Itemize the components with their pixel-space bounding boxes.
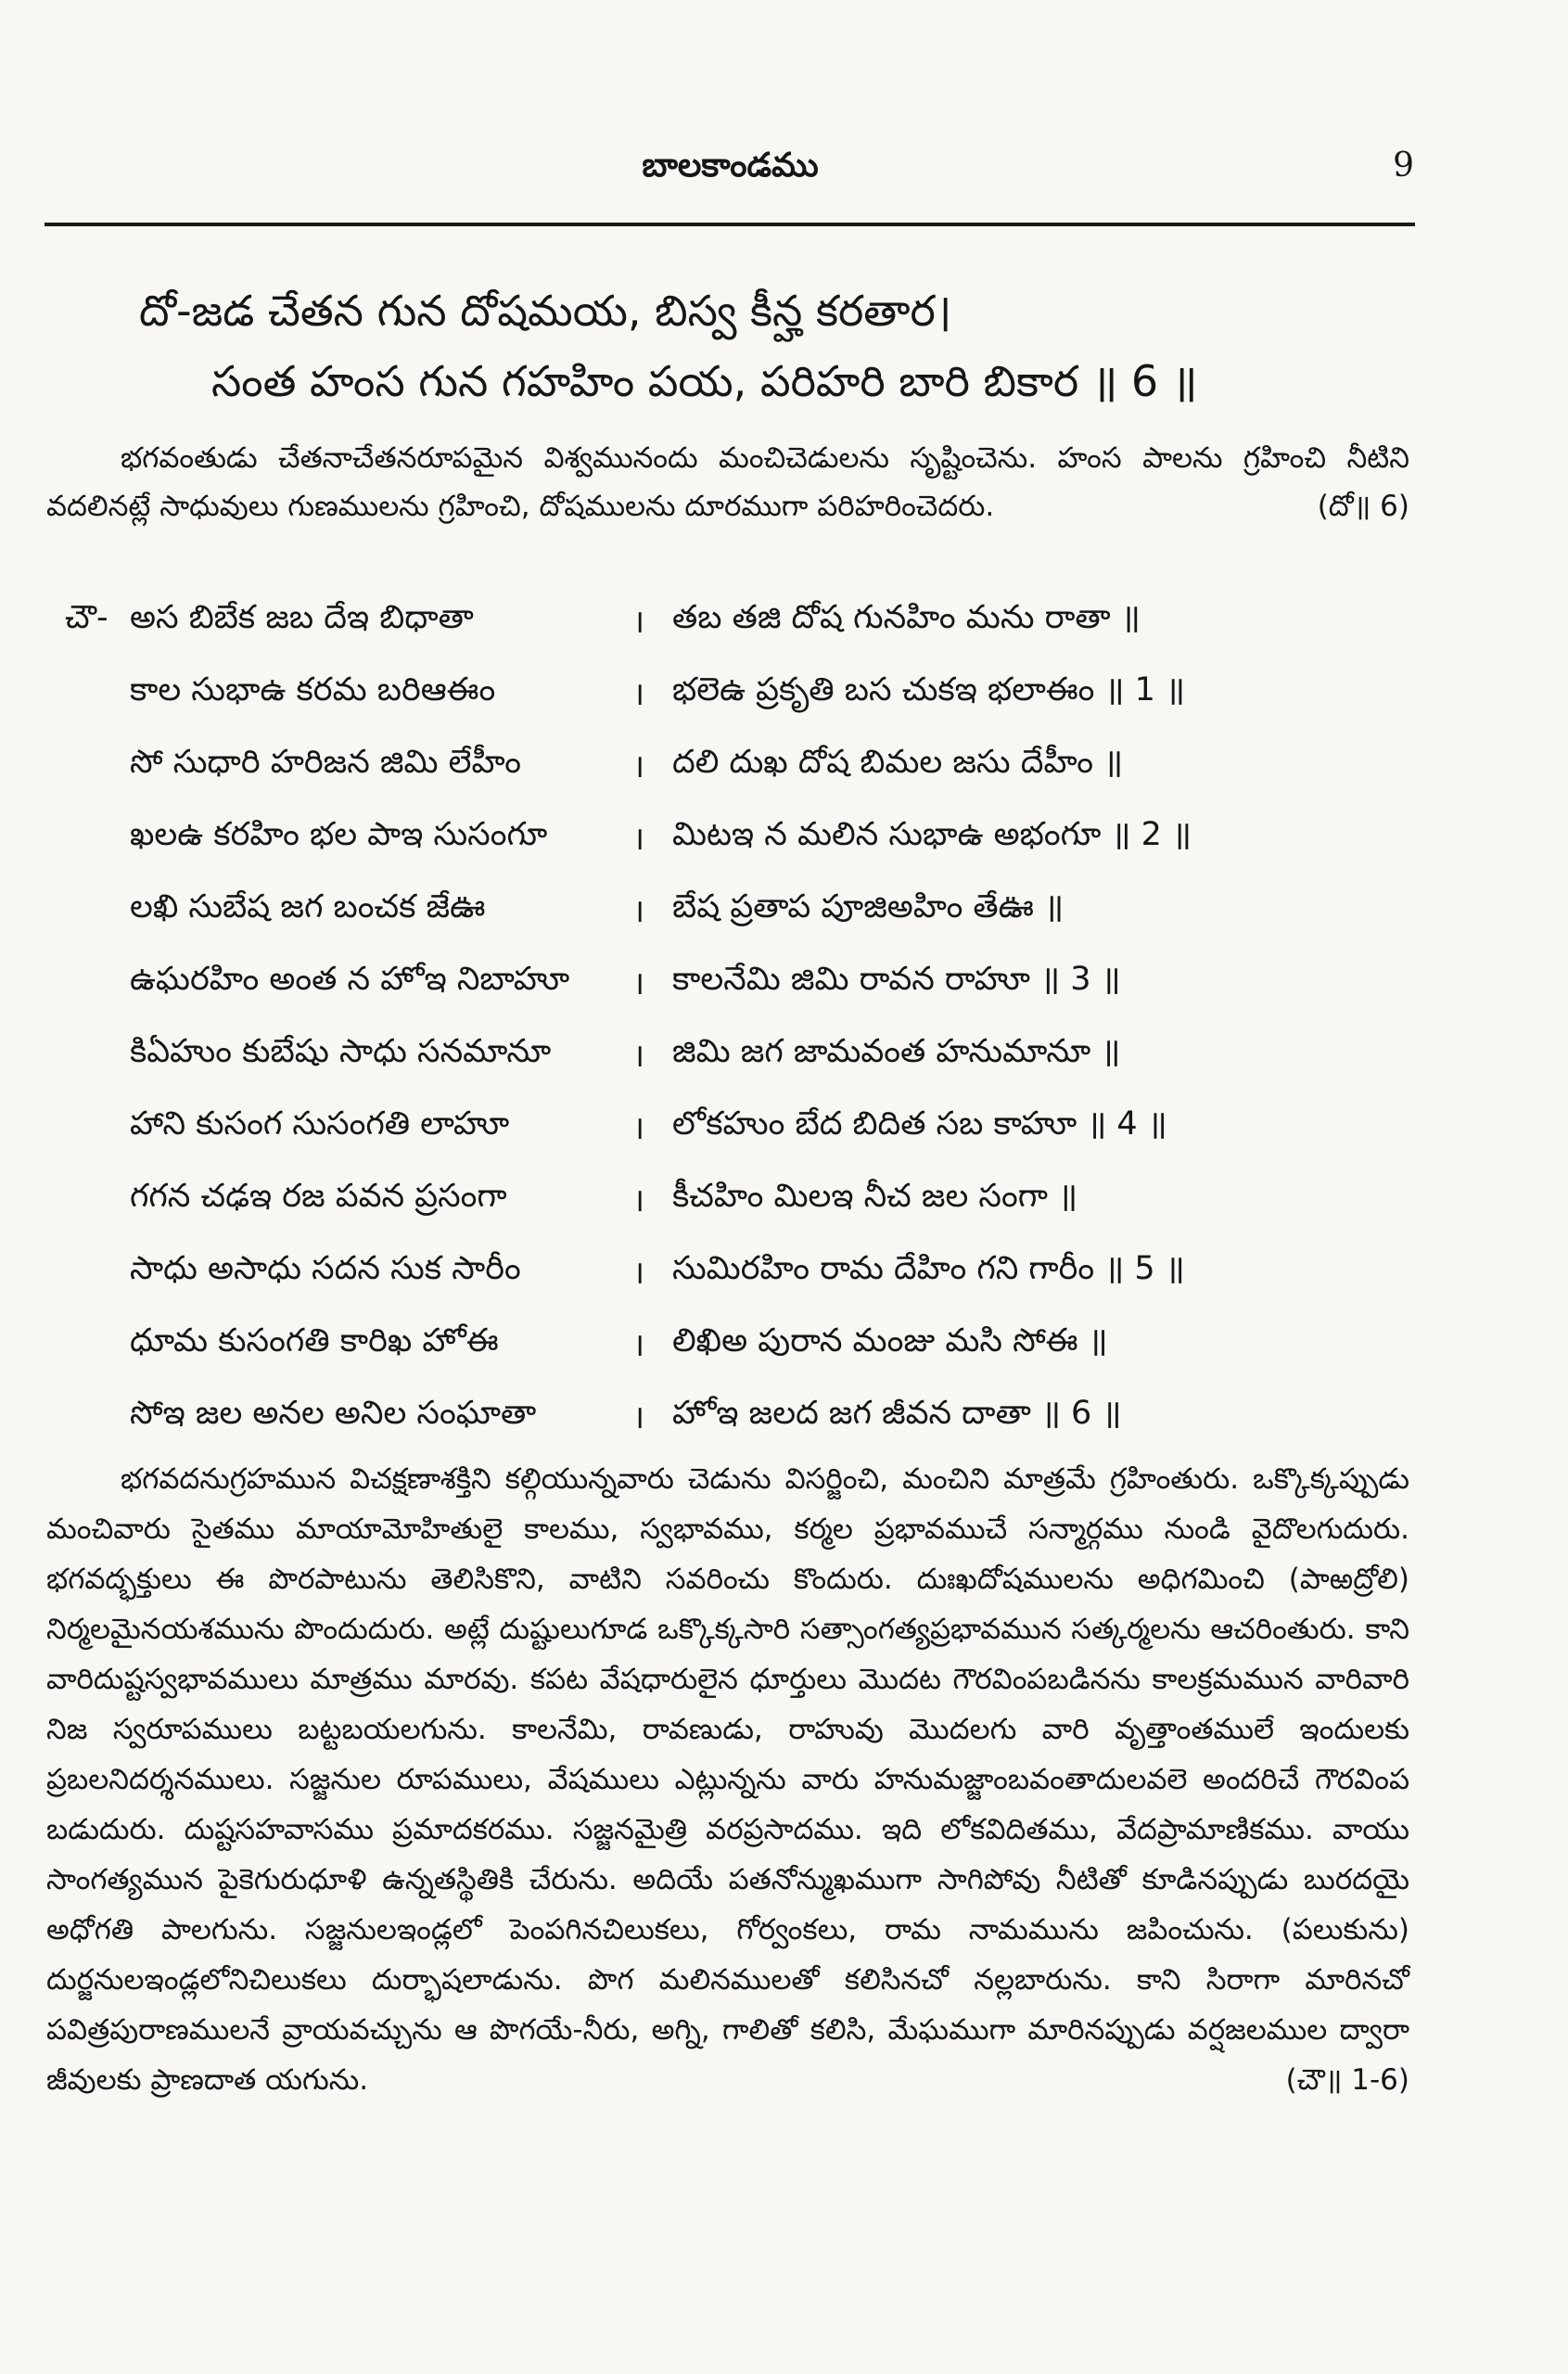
chaupai-line [65, 883, 1289, 955]
chaupai-first-half: ఖలఉ కరహిం భల పాఇ సుసంగూ [130, 816, 548, 853]
chaupai-divider: । [632, 1399, 645, 1436]
chaupai-divider: । [632, 1255, 645, 1292]
chaupai-first-half: అస బిబేక జబ దేఇ బిధాతా [130, 599, 474, 636]
chaupai-line [65, 1027, 1289, 1100]
chaupai-second-half: హోఇ జలద జగ జీవన దాతా ॥ 6 ॥ [672, 1395, 1122, 1432]
chaupai-second-half: జిమి జగ జామవంత హనుమానూ ॥ [672, 1033, 1121, 1070]
chaupai-second-half: లోకహుం బేద బిదిత సబ కాహూ ॥ 4 ॥ [672, 1105, 1167, 1142]
chaupai-line [65, 1244, 1289, 1317]
chaupai-second-half: భలెఉ ప్రకృతి బస చుకఇ భలాఈం ॥ 1 ॥ [672, 671, 1185, 708]
chaupai-divider: । [632, 1038, 645, 1075]
chaupai-line [65, 738, 1289, 810]
chaupai-divider: । [632, 604, 645, 641]
chaupai-divider: । [632, 676, 645, 713]
chaupai-divider: । [632, 1327, 645, 1364]
chaupai-first-half: సాధు అసాధు సదన సుక సారీం [130, 1250, 521, 1287]
chaupai-divider: । [632, 893, 645, 930]
doha-meaning-text: భగవంతుడు చేతనాచేతనరూపమైన విశ్వమునందు మంచిచెడులను సృష్టించెను. హంస పాలను గ్రహించి నీటిని వదలినట్లే సాధువులు గుణములను గ్రహించి, దోషములను దూరముగా పరిహరించెదరు. [46, 441, 1409, 523]
chaupai-meaning [46, 1454, 1409, 2105]
chaupai-second-half: బేష ప్రతాప పూజిఅహిం తేఊ ॥ [672, 888, 1064, 925]
doha-meaning [46, 434, 1409, 530]
chaupai-line [65, 666, 1289, 738]
chaupai-divider: । [632, 965, 645, 1002]
chaupai-second-half: మిటఇ న మలిన సుభాఉ అభంగూ ॥ 2 ॥ [672, 816, 1192, 853]
chaupai-first-half: సో సుధారి హరిజన జిమి లేహీం [130, 744, 521, 781]
chaupai-first-half: ఉఘరహిం అంత న హోఇ నిబాహూ [130, 961, 570, 998]
chaupai-line [65, 810, 1289, 883]
chaupai-second-half: తబ తజి దోష గునహిం మను రాతా ॥ [672, 599, 1141, 636]
chaupai-second-half: సుమిరహిం రామ దేహిం గని గారీం ॥ 5 ॥ [672, 1250, 1185, 1287]
chaupai-first-half: గగన చఢఇ రజ పవన ప్రసంగా [130, 1178, 507, 1215]
chaupai-first-half: లఖి సుబేష జగ బంచక జేఊ [130, 888, 486, 925]
chaupai-line [65, 1317, 1289, 1389]
chaupai-second-half: కాలనేమి జిమి రావన రాహూ ॥ 3 ॥ [672, 961, 1121, 998]
chaupai-reference: (చౌ॥ 1-6) [1285, 2063, 1409, 2097]
page-header [46, 139, 1414, 195]
header-divider [45, 223, 1415, 226]
chaupai-line [65, 1389, 1289, 1461]
chaupai-divider: । [632, 1182, 645, 1219]
chaupai-divider: । [632, 821, 645, 858]
chaupai-second-half: లిఖిఅ పురాన మంజు మసి సోఈ ॥ [672, 1322, 1108, 1359]
chaupai-prefix: చౌ- [65, 599, 108, 636]
chaupai-meaning-text: భగవదనుగ్రహమున విచక్షణాశక్తిని కల్గియున్నవారు చెడును విసర్జించి, మంచిని మాత్రమే గ్రహింతురు. ఒక్కొక్కప్పుడు మంచివారు సైతము మాయామోహితులై కాలము, స్వభావము, కర్మల ప్రభావముచే సన్మార్గము నుండి వైదొలగుదురు. భగవద్భక్తులు ఈ పొరపాటును తెలిసికొని, వాటిని సవరించు కొందురు. దుఃఖదోషములను అధిగమించి (పాఱద్రోలి) నిర్మలమైనయశమును పొందుదురు. అట్లే దుష్టులుగూడ ఒక్కొక్కసారి సత్సాంగత్యప్రభావమున సత్కర్మలను ఆచరింతురు. కాని వారిదుష్టస్వభావములు మాత్రము మారవు. కపట వేషధారులైన ధూర్తులు మొదట గౌరవింపబడినను కాలక్రమమున వారివారి నిజ స్వరూపములు బట్టబయలగును. కాలనేమి, రావణుడు, రాహువు మొదలగు వారి వృత్తాంతములే ఇందులకు ప్రబలనిదర్శనములు. సజ్జనుల రూపములు, వేషములు ఎట్లున్నను వారు హనుమజ్జాంబవంతాదులవలె అందరిచే గౌరవింప బడుదురు. దుష్టసహవాసము ప్రమాదకరము. సజ్జనమైత్రి వరప్రసాదము. ఇది లోకవిదితము, వేదప్రామాణికము. వాయు సాంగత్యమున పైకెగురుధూళి ఉన్నతస్థితికి చేరును. అదియే పతనోన్ముఖముగా సాగిపోవు నీటితో కూడినప్పుడు బురదయై అధోగతి పాలగును. సజ్జనులఇండ్లలో పెంపగినచిలుకలు, గోర్వంకలు, రామ నామమును జపించును. (పలుకును) దుర్జనులఇండ్లలోనిచిలుకలు దుర్భాషలాడును. పొగ మలినములతో కలిసినచో నల్లబారును. కాని సిరాగా మారినచో పవిత్రపురాణములనే వ్రాయవచ్చును ఆ పొగయే-నీరు, అగ్ని, గాలితో కలిసి, మేఘముగా మారినప్పుడు వర్షజలముల ద్వారా జీవులకు ప్రాణదాత యగును. [46, 1462, 1409, 2097]
chaupai-line [65, 1172, 1289, 1244]
chaupai-divider: । [632, 748, 645, 785]
chaupai-first-half: కిఏహుం కుబేషు సాధు సనమానూ [130, 1033, 552, 1070]
doha-line-1: దో-జడ చేతన గున దోషమయ, బిస్వ కీన్హ కరతార। [139, 286, 952, 336]
chapter-title: బాలకాండము [642, 147, 819, 185]
doha-reference: (దో॥ 6) [1317, 490, 1409, 523]
page-number: 9 [1393, 147, 1414, 185]
chaupai-first-half: ధూమ కుసంగతి కారిఖ హోఈ [130, 1322, 499, 1359]
chaupai-first-half: హాని కుసంగ సుసంగతి లాహూ [130, 1105, 510, 1142]
chaupai-first-half: సోఇ జల అనల అనిల సంఘాతా [130, 1395, 537, 1432]
chaupai-line [65, 594, 1289, 666]
chaupai-second-half: దలి దుఖ దోష బిమల జసు దేహీం ॥ [672, 744, 1124, 781]
chaupai-first-half: కాల సుభాఉ కరమ బరిఆఈం [130, 671, 496, 708]
chaupai-divider: । [632, 1110, 645, 1147]
chaupai-line [65, 1100, 1289, 1172]
doha-line-2: సంత హంస గున గహహిం పయ, పరిహరి బారి బికార ॥ 6 ॥ [211, 356, 1198, 406]
chaupai-second-half: కీచహిం మిలఇ నీచ జల సంగా ॥ [672, 1178, 1078, 1215]
chaupai-line [65, 955, 1289, 1027]
chaupai-block [65, 594, 1289, 1461]
